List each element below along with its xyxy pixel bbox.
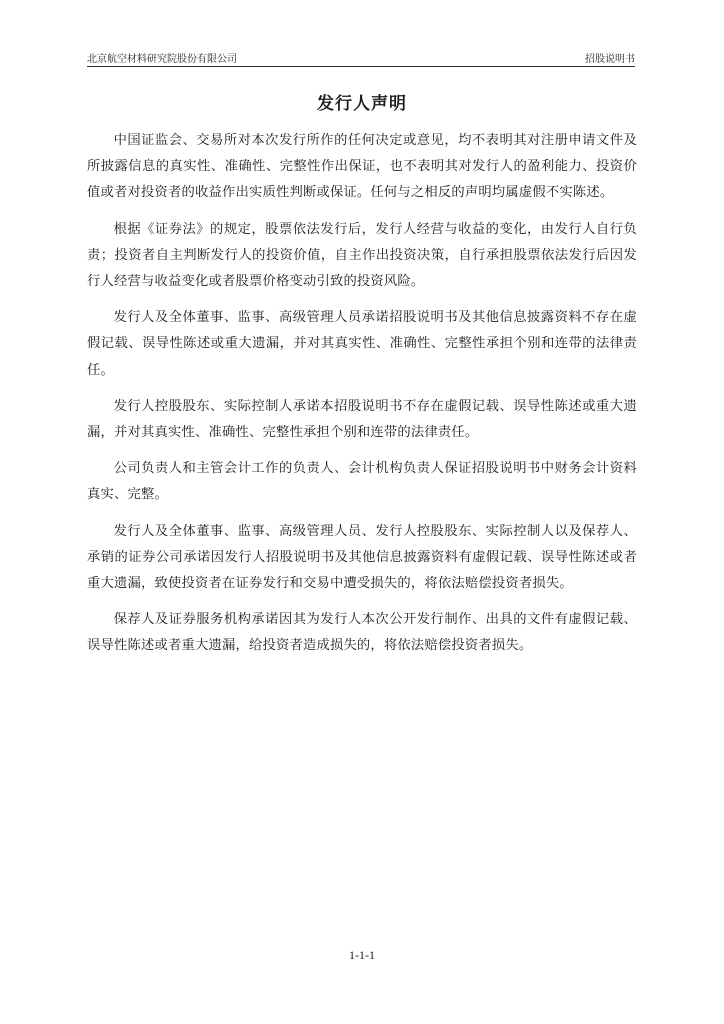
paragraph-sponsor-commitment: 保荐人及证券服务机构承诺因其为发行人本次公开发行制作、出具的文件有虚假记载、误导性陈述或者重大遗漏，给投资者造成损失的，将依法赔偿投资者损失。 [87,612,637,654]
page-title: 发行人声明 [317,94,407,114]
paragraph-financial-accuracy: 公司负责人和主管会计工作的负责人、会计机构负责人保证招股说明书中财务会计资料真实、完整。 [87,461,637,503]
paragraph-investment-risk: 根据《证券法》的规定，股票依法发行后，发行人经营与收益的变化，由发行人自行负责；投资者自主判断发行人的投资价值，自主作出投资决策，自行承担股票依法发行后因发行人经营与收益变化或者股票价格变动引致的投资风险。 [87,221,637,290]
page-number: 1-1-1 [349,948,375,962]
paragraph-regulator-disclaimer: 中国证监会、交易所对本次发行所作的任何决定或意见，均不表明其对注册申请文件及所披露信息的真实性、准确性、完整性作出保证，也不表明其对发行人的盈利能力、投资价值或者对投资者的收益作出实质性判断或保证。任何与之相反的声明均属虚假不实陈述。 [87,133,637,201]
paragraph-board-liability: 发行人及全体董事、监事、高级管理人员承诺招股说明书及其他信息披露资料不存在虚假记载、误导性陈述或重大遗漏，并对其真实性、准确性、完整性承担个别和连带的法律责任。 [87,310,637,378]
page-header [87,48,635,67]
paragraph-compensation-commitment: 发行人及全体董事、监事、高级管理人员、发行人控股股东、实际控制人以及保荐人、承销的证券公司承诺因发行人招股说明书及其他信息披露资料有虚假记载、误导性陈述或者重大遗漏，致使投资者在证券发行和交易中遭受损失的，将依法赔偿投资者损失。 [87,523,637,592]
statement-body [87,128,637,670]
header-company-name: 北京航空材料研究院股份有限公司 [87,54,237,65]
header-document-type: 招股说明书 [585,54,635,65]
paragraph-controller-liability: 发行人控股股东、实际控制人承诺本招股说明书不存在虚假记载、误导性陈述或重大遗漏，并对其真实性、准确性、完整性承担个别和连带的法律责任。 [87,398,637,441]
